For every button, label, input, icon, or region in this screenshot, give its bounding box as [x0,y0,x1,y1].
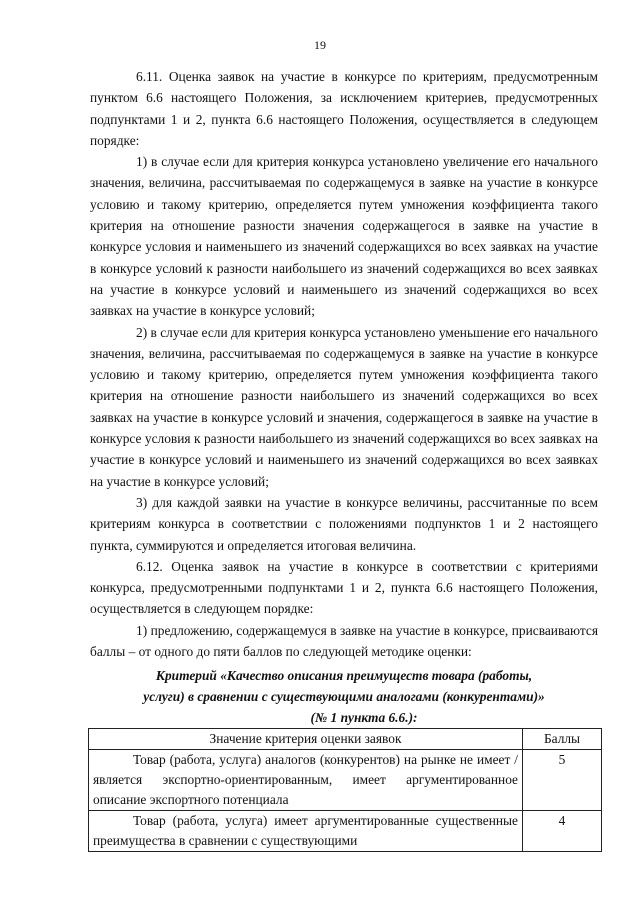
criterion-heading [90,665,598,728]
criterion-heading-line-2: услуги) в сравнении с существующими аналогами (конкурентами)» [143,689,545,705]
column-header-score: Баллы [523,729,602,750]
document-body [90,66,598,852]
paragraph-item-2: 2) в случае если для критерия конкурса установлено уменьшение его начального значения, величина, рассчитываемая по содержащемуся в заявке на участие в конкурсе условию и такому критерию, определяется путем умножения коэффициента такого критерия на отношение разности наибольшего из значений содержащихся во всех заявках на участие в конкурсе условий и значения, содержащегося в заявке на участие в конкурсе условия к разности наибольшего из значений содержащихся во всех заявках на участие в конкурсе условий и наименьшего из значений содержащихся во всех заявках на участие в конкурсе условий; [90,324,598,489]
paragraph-item-3: 3) для каждой заявки на участие в конкурсе величины, рассчитанные по всем критериям конкурса в соответствии с положениями подпунктов 1 и 2 настоящего пункта, суммируются и определяется итоговая величина. [90,494,598,553]
table-cell-score: 5 [523,750,602,811]
table-cell-description: Товар (работа, услуга) имеет аргументированные существенные преимущества в сравнении с существующими [89,811,523,852]
table-header-row [89,729,602,750]
column-header-criterion-value: Значение критерия оценки заявок [89,729,523,750]
criteria-table [88,728,602,852]
paragraph-6-12-item-1: 1) предложению, содержащемуся в заявке на участие в конкурсе, присваиваются баллы – от одного до пяти баллов по следующей методике оценки: [90,622,598,660]
table-row [89,750,602,811]
paragraph-6-11: 6.11. Оценка заявок на участие в конкурсе по критериям, предусмотренным пунктом 6.6 настоящего Положения, за исключением критериев, предусмотренных подпунктами 1 и 2, пункта 6.6 настоящего Положения, осуществляется в следующем порядке: [90,69,598,148]
table-cell-score: 4 [523,811,602,852]
paragraph-item-1: 1) в случае если для критерия конкурса установлено увеличение его начального значения, величина, рассчитываемая по содержащемуся в заявке на участие в конкурсе условию и такому критерию, определяется путем умножения коэффициента такого критерия на отношение разности значения содержащегося в заявке на участие в конкурсе условия и наименьшего из значений содержащихся во всех заявках на участие в конкурсе условий к разности наибольшего из значений содержащихся во всех заявках на участие в конкурсе условий и наименьшего из значений содержащихся во всех заявках на участие в конкурсе условий; [90,154,598,319]
table-cell-description: Товар (работа, услуга) аналогов (конкурентов) на рынке не имеет /является экспортно-ориентированным, имеет аргументированное описание экспортного потенциала [89,750,523,811]
page-number: 19 [314,38,326,52]
criterion-heading-line-3: (№ 1 пункта 6.6.): [310,710,418,726]
table-row [89,811,602,852]
paragraph-6-12: 6.12. Оценка заявок на участие в конкурсе в соответствии с критериями конкурса, предусмотренными подпунктами 1 и 2, пункта 6.6 настоящего Положения, осуществляется в следующем порядке: [90,558,598,617]
criterion-heading-line-1: Критерий «Качество описания преимуществ товара (работы, [155,668,533,684]
